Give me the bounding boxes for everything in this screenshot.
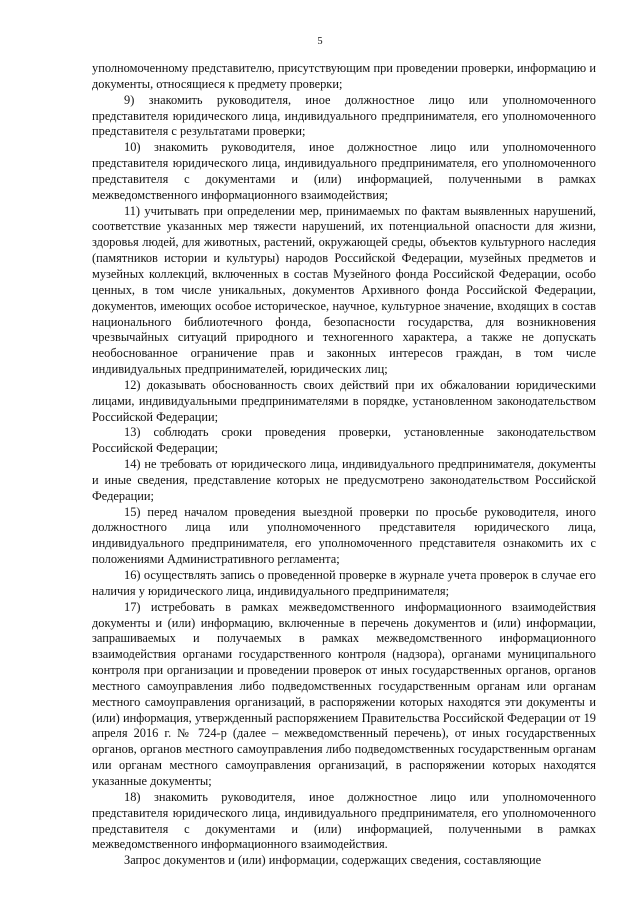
paragraph-item-10: 10) знакомить руководителя, иное должностное лицо или уполномоченного представителя юридического лица, индивидуального предпринимателя, его уполномоченного представителя с документами и (или) информацией, полученными в рамках межведомственного информационного взаимодействия; [92, 140, 596, 202]
paragraph-item-15: 15) перед началом проведения выездной проверки по просьбе руководителя, иного должностного лица или уполномоченного представителя юридического лица, индивидуального предпринимателя, его уполномоченного представителя ознакомить их с положениями Административного регламента; [92, 504, 596, 567]
paragraph-item-13: 13) соблюдать сроки проведения проверки, установленные законодательством Российской Федерации; [92, 425, 596, 456]
page-number: 5 [317, 36, 323, 47]
paragraph-item-16: 16) осуществлять запись о проведенной проверке в журнале учета проверок в случае его наличия у юридического лица, индивидуального предпринимателя; [92, 568, 596, 598]
paragraph-item-9: 9) знакомить руководителя, иное должностное лицо или уполномоченного представителя юридического лица, индивидуального предпринимателя, его уполномоченного представителя с результатами проверки; [92, 92, 596, 139]
paragraph-item-17: 17) истребовать в рамках межведомственного информационного взаимодействия документы и (или) информацию, включенные в перечень документов и (или) информации, запрашиваемых и получаемых в рамках межведомственного информационного взаимодействия органами государственного контроля (надзора), органами муниципального контроля при организации и проведении проверок от иных государственных органов, органов местного самоуправления либо подведомственных государственным органам или органам местного самоуправления организаций, в распоряжении которых находятся эти документы и (или) информация, утвержденный распоряжением Правительства Российской Федерации от 19 апреля 2016 г. № 724-р (далее – межведомственный перечень), от иных государственных органов, органов местного самоуправления либо подведомственных государственным органам или органам местного самоуправления организаций, в распоряжении которых находятся указанные документы; [92, 599, 596, 788]
paragraph-item-18: 18) знакомить руководителя, иное должностное лицо или уполномоченного представителя юридического лица, индивидуального предпринимателя, его уполномоченного представителя с документами и (или) информацией, полученными в рамках межведомственного информационного взаимодействия. [92, 789, 596, 852]
paragraph-request: Запрос документов и (или) информации, содержащих сведения, составляющие [124, 853, 542, 868]
document-body [92, 61, 596, 869]
paragraph-item-12: 12) доказывать обоснованность своих действий при их обжаловании юридическими лицами, индивидуальными предпринимателями в порядке, установленном законодательством Российской Федерации; [92, 377, 596, 424]
paragraph-item-14: 14) не требовать от юридического лица, индивидуального предпринимателя, документы и иные сведения, представление которых не предусмотрено законодательством Российской Федерации; [92, 457, 596, 503]
paragraph-item-11: 11) учитывать при определении мер, принимаемых по фактам выявленных нарушений, соответствие указанных мер тяжести нарушений, их потенциальной опасности для жизни, здоровья людей, для животных, растений, окружающей среды, объектов культурного наследия (памятников истории и культуры) народов Российской Федерации, музейных предметов и музейных коллекций, включенных в состав Музейного фонда Российской Федерации, особо ценных, в том числе уникальных, документов Архивного фонда Российской Федерации, документов, имеющих особое историческое, научное, культурное значение, входящих в состав национального библиотечного фонда, безопасности государства, для возникновения чрезвычайных ситуаций природного и техногенного характера, а также не допускать необоснованное ограничение прав и законных интересов граждан, в том числе индивидуальных предпринимателей, юридических лиц; [92, 203, 596, 377]
paragraph-continuation: уполномоченному представителю, присутствующим при проведении проверки, информацию и документы, относящиеся к предмету проверки; [92, 61, 596, 91]
